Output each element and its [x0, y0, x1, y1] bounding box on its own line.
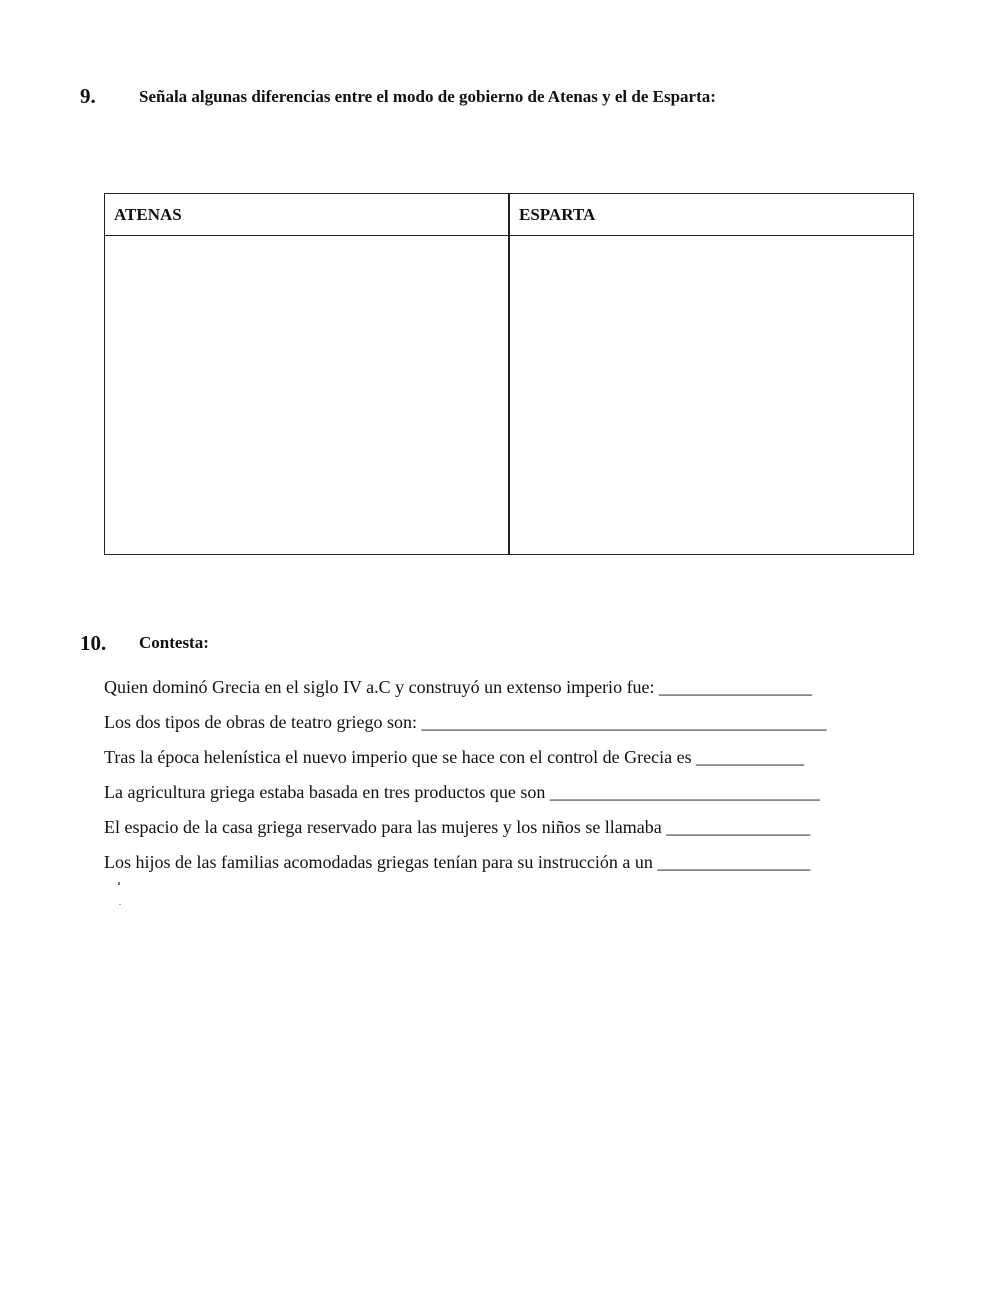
- question-10-title: Contesta:: [139, 633, 209, 652]
- table-header-row: [105, 194, 914, 236]
- fill-in-item[interactable]: El espacio de la casa griega reservado para las mujeres y los niños se llamaba ________________: [104, 817, 811, 837]
- question-10-number: 10.: [80, 631, 107, 655]
- table-header-esparta: ESPARTA: [509, 194, 914, 236]
- fill-in-item[interactable]: La agricultura griega estaba basada en tres productos que son ______________________________: [104, 782, 820, 802]
- answer-cell-esparta[interactable]: [509, 236, 914, 555]
- fill-in-item[interactable]: Tras la época helenística el nuevo imperio que se hace con el control de Grecia es ____________: [104, 747, 805, 767]
- fill-in-item[interactable]: Los hijos de las familias acomodadas griegas tenían para su instrucción a un _________________: [104, 852, 811, 872]
- fill-in-item[interactable]: Quien dominó Grecia en el siglo IV a.C y construyó un extenso imperio fue: _________________: [104, 677, 813, 697]
- table-answer-row: [105, 236, 914, 555]
- stray-mark: [118, 882, 120, 885]
- question-9-number: 9.: [80, 84, 96, 108]
- fill-in-item[interactable]: Los dos tipos de obras de teatro griego son: _____________________________________________: [104, 712, 827, 732]
- stray-mark: [119, 904, 121, 905]
- table-header-atenas: ATENAS: [105, 194, 510, 236]
- answer-cell-atenas[interactable]: [105, 236, 510, 555]
- comparison-table: [104, 193, 914, 555]
- fill-in-list: [104, 670, 826, 880]
- question-9-title: Señala algunas diferencias entre el modo de gobierno de Atenas y el de Esparta:: [139, 87, 716, 106]
